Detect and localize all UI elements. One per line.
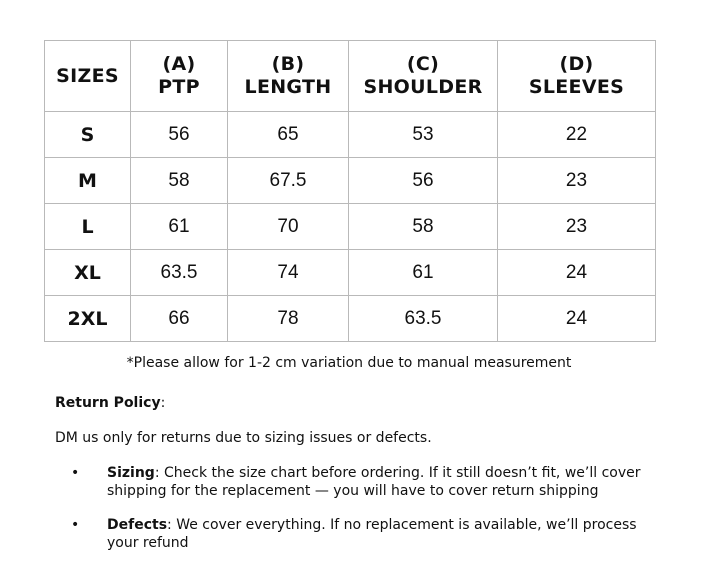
sleeves-cell: 23 [498, 158, 656, 204]
size-label-cell: XL [45, 250, 131, 296]
header-ptp: (A) PTP [131, 41, 228, 112]
length-cell: 67.5 [228, 158, 349, 204]
return-policy-heading [55, 395, 165, 411]
sleeves-cell: 23 [498, 204, 656, 250]
bullet-icon: • [71, 465, 80, 481]
return-policy-title: Return Policy [55, 395, 161, 411]
length-cell: 74 [228, 250, 349, 296]
size-label-cell: 2XL [45, 296, 131, 342]
table-row [45, 158, 656, 204]
size-label-cell: S [45, 112, 131, 158]
return-policy-intro: DM us only for returns due to sizing issues or defects. [55, 430, 432, 446]
sleeves-cell: 24 [498, 296, 656, 342]
policy-list [55, 464, 655, 568]
return-policy-colon: : [160, 395, 166, 411]
ptp-cell: 61 [131, 204, 228, 250]
size-label-cell: L [45, 204, 131, 250]
bullet-icon: • [71, 517, 80, 533]
header-length: (B) LENGTH [228, 41, 349, 112]
policy-item-defects [55, 516, 655, 552]
size-chart-table [44, 40, 656, 342]
measurement-note: *Please allow for 1-2 cm variation due to manual measurement [126, 355, 572, 371]
header-sleeves: (D) SLEEVES [498, 41, 656, 112]
shoulder-cell: 58 [349, 204, 498, 250]
ptp-cell: 58 [131, 158, 228, 204]
table-row [45, 250, 656, 296]
length-cell: 78 [228, 296, 349, 342]
ptp-cell: 66 [131, 296, 228, 342]
shoulder-cell: 61 [349, 250, 498, 296]
policy-item-label: Defects [107, 517, 168, 533]
table-row [45, 112, 656, 158]
policy-item-text: : Check the size chart before ordering. If it still doesn’t fit, we’ll cover shipping for the replacement — you will have to cover return shipping [107, 465, 641, 499]
size-label-cell: M [45, 158, 131, 204]
table-row [45, 296, 656, 342]
shoulder-cell: 63.5 [349, 296, 498, 342]
header-sizes: SIZES [45, 41, 131, 112]
ptp-cell: 63.5 [131, 250, 228, 296]
header-shoulder: (C) SHOULDER [349, 41, 498, 112]
policy-item-label: Sizing [107, 465, 155, 481]
shoulder-cell: 53 [349, 112, 498, 158]
shoulder-cell: 56 [349, 158, 498, 204]
length-cell: 65 [228, 112, 349, 158]
policy-item-sizing [55, 464, 655, 500]
sleeves-cell: 24 [498, 250, 656, 296]
length-cell: 70 [228, 204, 349, 250]
sleeves-cell: 22 [498, 112, 656, 158]
policy-item-text: : We cover everything. If no replacement is available, we’ll process your refund [107, 517, 637, 551]
table-row [45, 204, 656, 250]
table-header-row [45, 41, 656, 112]
ptp-cell: 56 [131, 112, 228, 158]
